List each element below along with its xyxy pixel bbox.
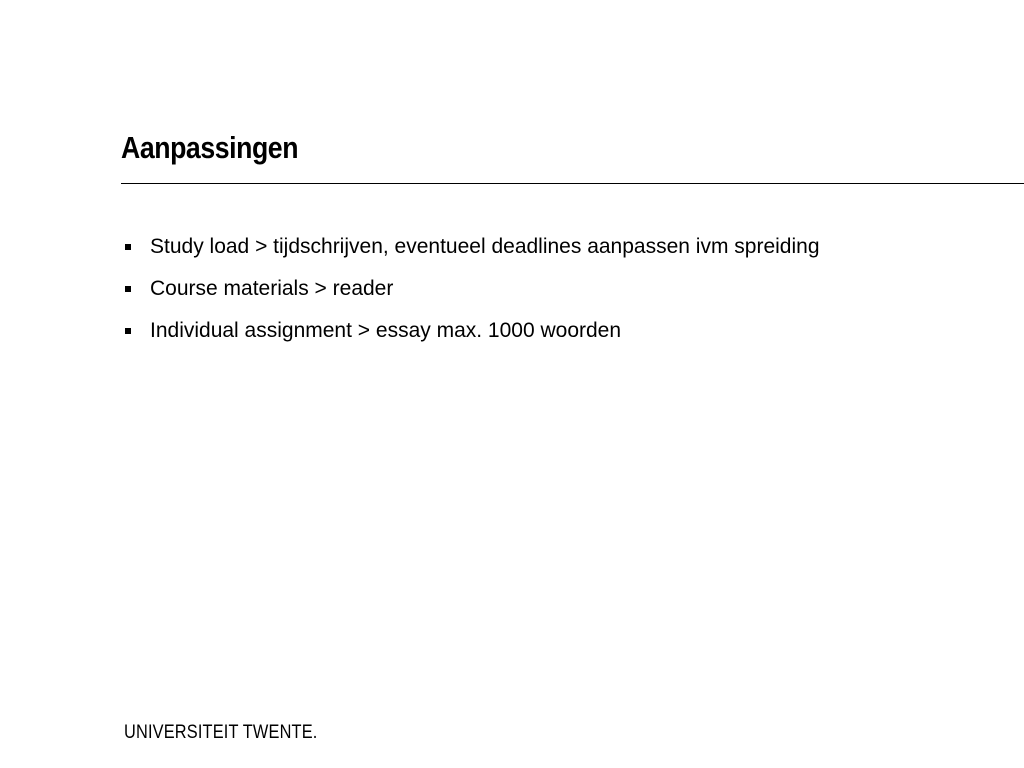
bullet-text: Individual assignment > essay max. 1000 woorden: [150, 319, 622, 342]
bullet-item: [121, 233, 820, 260]
bullet-list: [121, 233, 820, 359]
square-bullet-icon: [125, 244, 131, 250]
title-divider: [121, 183, 1024, 184]
square-bullet-icon: [125, 286, 131, 292]
university-logo: UNIVERSITEIT TWENTE.: [124, 722, 318, 743]
slide-title: Aanpassingen: [121, 130, 299, 165]
bullet-item: [121, 275, 820, 302]
bullet-text: Course materials > reader: [150, 277, 394, 300]
square-bullet-icon: [125, 328, 131, 334]
bullet-text: Study load > tijdschrijven, eventueel deadlines aanpassen ivm spreiding: [150, 235, 820, 258]
bullet-item: [121, 317, 820, 344]
